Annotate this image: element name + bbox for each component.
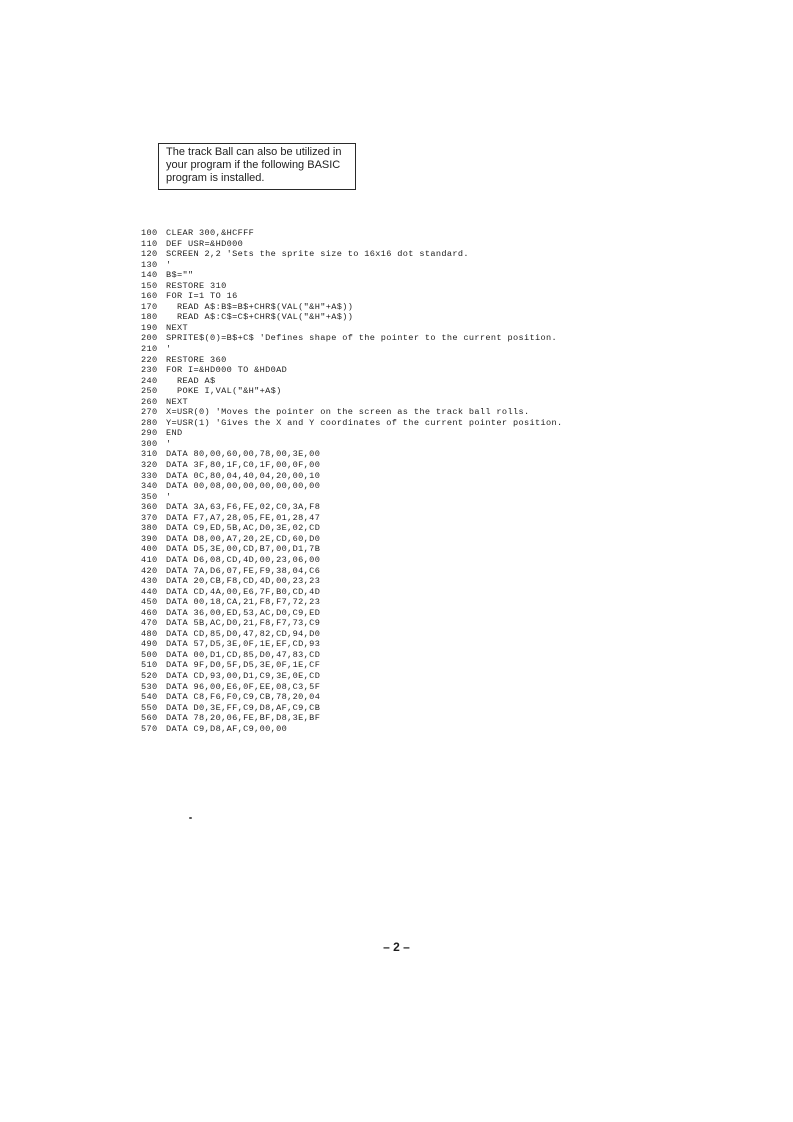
line-number: 530 [141,681,158,692]
line-code: DATA F7,A7,28,05,FE,01,28,47 [166,512,321,523]
line-number: 300 [141,438,158,449]
program-line [141,239,563,250]
line-number: 410 [141,554,158,565]
basic-program-listing [141,228,563,734]
program-line [141,397,563,408]
program-line [141,692,563,703]
instruction-note-box [158,143,356,190]
line-code: ' [166,259,172,270]
line-code: NEXT [166,396,189,407]
line-code: DATA CD,85,D0,47,82,CD,94,D0 [166,628,321,639]
line-number: 550 [141,702,158,713]
line-code: CLEAR 300,&HCFFF [166,228,255,238]
line-code: SPRITE$(0)=B$+C$ 'Defines shape of the pointer to the current position. [166,333,558,344]
program-line [141,418,563,429]
line-code: DATA 3A,63,F6,FE,02,C0,3A,F8 [166,502,321,513]
line-code: DATA 00,08,00,00,00,00,00,00 [166,481,321,492]
line-number: 160 [141,291,158,302]
program-line [141,302,563,313]
program-line [141,639,563,650]
line-number: 110 [141,238,158,249]
program-line [141,249,563,260]
line-code: DATA 96,00,E6,0F,EE,08,C3,5F [166,681,321,692]
line-code: DATA 78,20,06,FE,BF,D8,3E,BF [166,713,321,724]
line-code: FOR I=&HD000 TO &HD0AD [166,365,288,376]
line-number: 240 [141,375,158,386]
line-code: DATA CD,4A,00,E6,7F,B0,CD,4D [166,586,321,597]
program-line [141,365,563,376]
program-line [141,228,563,239]
line-code: Y=USR(1) 'Gives the X and Y coordinates of the current pointer position. [166,417,563,428]
line-code: DATA 57,D5,3E,0F,1E,EF,CD,93 [166,639,321,650]
program-line [141,566,563,577]
program-line [141,407,563,418]
program-line [141,682,563,693]
program-line [141,544,563,555]
line-number: 490 [141,639,158,650]
scan-speck [189,817,192,819]
line-number: 350 [141,491,158,502]
line-number: 500 [141,649,158,660]
line-code: DATA D5,3E,00,CD,B7,00,D1,7B [166,544,321,555]
line-code: SCREEN 2,2 'Sets the sprite size to 16x16 dot standard. [166,249,469,260]
line-number: 560 [141,713,158,724]
line-number: 100 [141,228,158,238]
program-line [141,502,563,513]
line-code: RESTORE 360 [166,354,227,365]
line-number: 140 [141,270,158,281]
note-line: program is installed. [166,172,265,184]
program-line [141,597,563,608]
line-number: 400 [141,544,158,555]
line-number: 190 [141,322,158,333]
line-number: 200 [141,333,158,344]
line-number: 290 [141,428,158,439]
line-code: POKE I,VAL("&H"+A$) [166,386,282,397]
line-number: 170 [141,301,158,312]
program-line [141,534,563,545]
line-code: DATA 0C,80,04,40,04,20,00,10 [166,470,321,481]
line-number: 260 [141,396,158,407]
line-code: READ A$:B$=B$+CHR$(VAL("&H"+A$)) [166,301,354,312]
line-code: NEXT [166,322,189,333]
line-code: DATA 9F,D0,5F,D5,3E,0F,1E,CF [166,660,321,671]
line-code: END [166,428,183,439]
line-code: DATA D6,08,CD,4D,00,23,06,00 [166,554,321,565]
note-line: The track Ball can also be utilized in [166,146,342,158]
program-line [141,703,563,714]
program-line [141,460,563,471]
line-number: 390 [141,533,158,544]
program-line [141,323,563,334]
program-line [141,608,563,619]
program-line [141,471,563,482]
line-code: DATA CD,93,00,D1,C9,3E,0E,CD [166,670,321,681]
line-number: 220 [141,354,158,365]
program-line [141,724,563,735]
line-number: 540 [141,692,158,703]
line-number: 120 [141,249,158,260]
line-code: DATA 36,00,ED,53,AC,D0,C9,ED [166,607,321,618]
line-code: DATA 00,18,CA,21,F8,F7,72,23 [166,597,321,608]
line-number: 130 [141,259,158,270]
program-line [141,618,563,629]
line-code: DATA 20,CB,F8,CD,4D,00,23,23 [166,576,321,587]
program-line [141,650,563,661]
line-number: 420 [141,565,158,576]
line-number: 150 [141,280,158,291]
program-line [141,355,563,366]
line-number: 330 [141,470,158,481]
line-number: 510 [141,660,158,671]
program-line [141,492,563,503]
line-number: 340 [141,481,158,492]
line-code: DATA 80,00,60,00,78,00,3E,00 [166,449,321,460]
line-number: 310 [141,449,158,460]
program-line [141,523,563,534]
program-line [141,513,563,524]
line-number: 370 [141,512,158,523]
program-line [141,660,563,671]
line-code: DATA 5B,AC,D0,21,F8,F7,73,C9 [166,618,321,629]
program-line [141,291,563,302]
line-code: B$="" [166,270,194,281]
program-line [141,281,563,292]
program-line [141,386,563,397]
program-line [141,449,563,460]
program-line [141,312,563,323]
line-number: 450 [141,597,158,608]
line-code: DATA 7A,D6,07,FE,F9,38,04,C6 [166,565,321,576]
note-line: your program if the following BASIC [166,159,341,171]
line-number: 230 [141,365,158,376]
line-code: X=USR(0) 'Moves the pointer on the screen as the track ball rolls. [166,407,530,418]
line-number: 520 [141,670,158,681]
line-number: 460 [141,607,158,618]
page-number: – 2 – [383,940,410,954]
line-code: ' [166,438,172,449]
line-code: RESTORE 310 [166,280,227,291]
program-line [141,376,563,387]
program-line [141,270,563,281]
line-code: ' [166,491,172,502]
line-number: 180 [141,312,158,323]
program-line [141,428,563,439]
line-code: DATA C9,D8,AF,C9,00,00 [166,723,288,734]
line-code: READ A$ [166,375,216,386]
line-number: 270 [141,407,158,418]
line-number: 320 [141,460,158,471]
program-line [141,713,563,724]
line-code: DATA C9,ED,5B,AC,D0,3E,02,CD [166,523,321,534]
line-number: 430 [141,576,158,587]
line-code: DATA D8,00,A7,20,2E,CD,60,D0 [166,533,321,544]
line-number: 470 [141,618,158,629]
line-number: 570 [141,723,158,734]
program-line [141,333,563,344]
program-line [141,481,563,492]
program-line [141,576,563,587]
program-line [141,671,563,682]
line-number: 280 [141,417,158,428]
program-line [141,439,563,450]
line-code: FOR I=1 TO 16 [166,291,238,302]
line-code: DATA 3F,80,1F,C0,1F,00,0F,00 [166,460,321,471]
line-code: ' [166,344,172,355]
line-code: DATA 00,D1,CD,85,D0,47,83,CD [166,649,321,660]
line-code: DATA D0,3E,FF,C9,D8,AF,C9,CB [166,702,321,713]
line-code: DATA C8,F6,F0,C9,CB,78,20,04 [166,692,321,703]
line-number: 210 [141,344,158,355]
line-number: 380 [141,523,158,534]
line-number: 250 [141,386,158,397]
line-number: 480 [141,628,158,639]
line-code: READ A$:C$=C$+CHR$(VAL("&H"+A$)) [166,312,354,323]
line-code: DEF USR=&HD000 [166,238,244,249]
program-line [141,260,563,271]
line-number: 440 [141,586,158,597]
program-line [141,629,563,640]
line-number: 360 [141,502,158,513]
program-line [141,587,563,598]
program-line [141,344,563,355]
program-line [141,555,563,566]
